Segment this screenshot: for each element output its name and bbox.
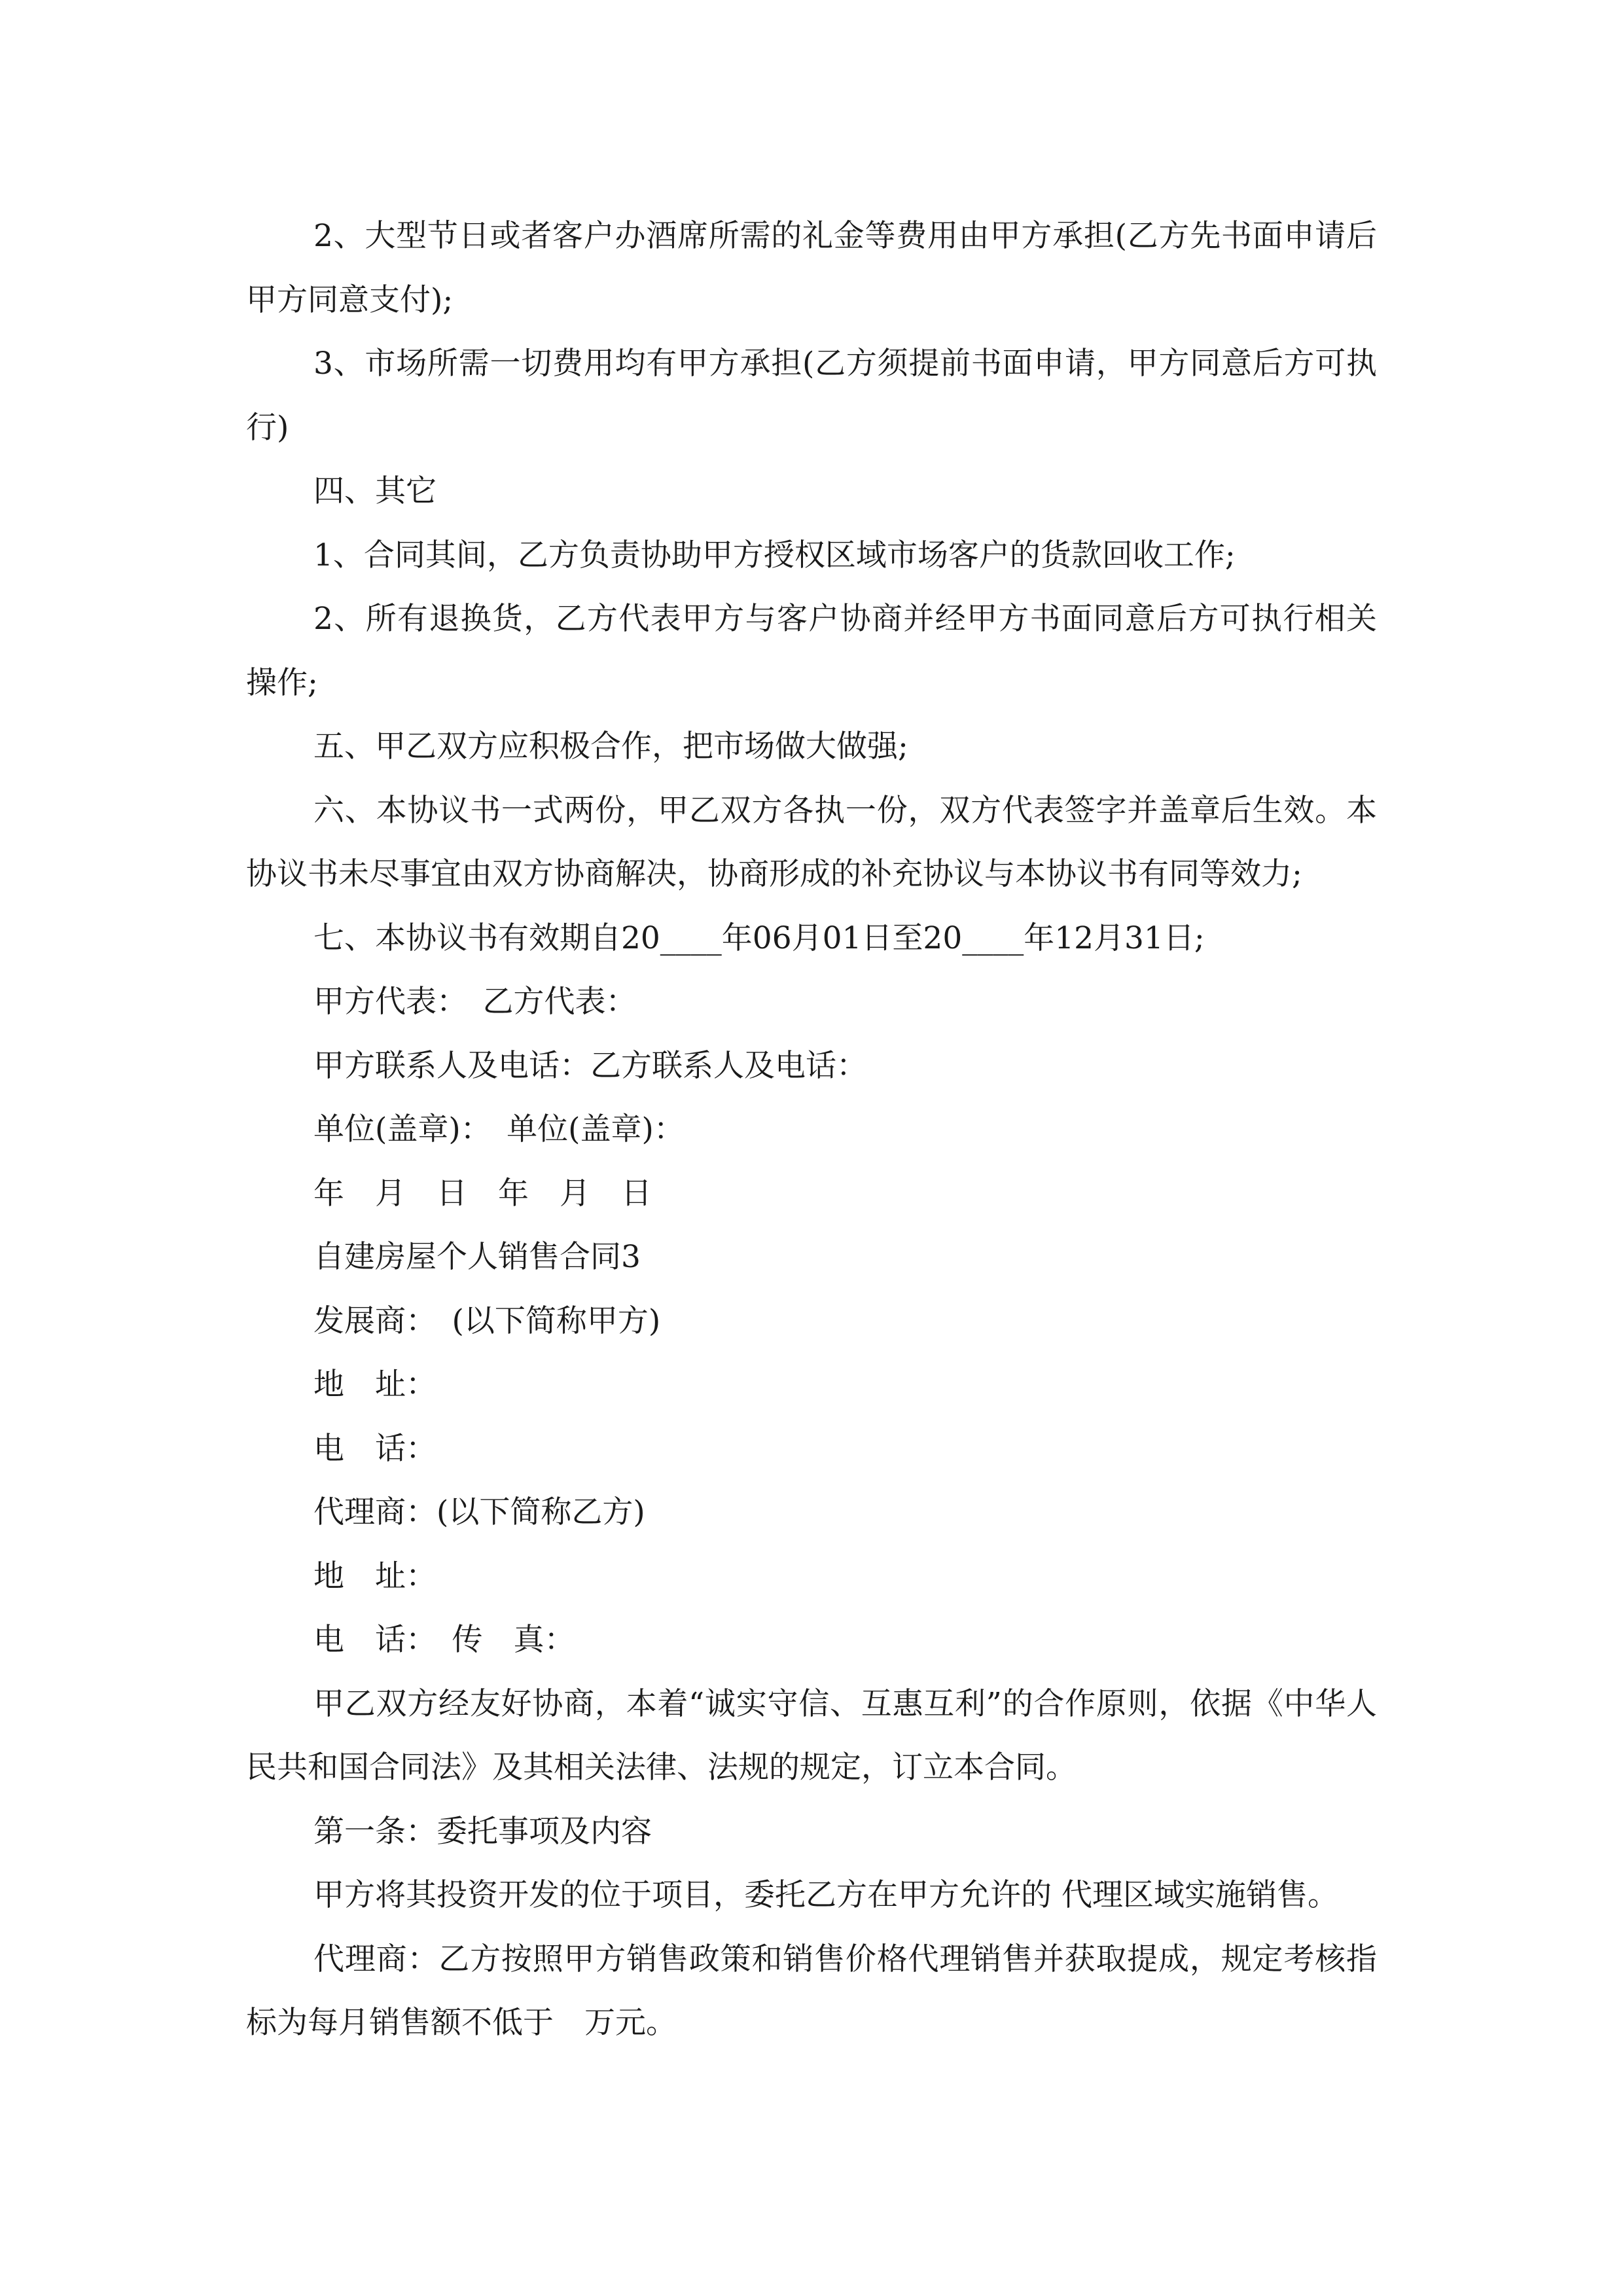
signature-line: 单位(盖章)： 单位(盖章)：	[313, 1111, 685, 1147]
paragraph: 七、本协议书有效期自20____年06月01日至20____年12月31日;	[313, 920, 1205, 956]
paragraph: 六、本协议书一式两份，甲乙双方各执一份，双方代表签字并盖章后生效。本协议书未尽事宜由双方协商解决，协商形成的补充协议与本协议书有同等效力;	[246, 792, 1377, 892]
section-heading: 四、其它	[313, 473, 437, 509]
paragraph: 2、所有退换货，乙方代表甲方与客户协商并经甲方书面同意后方可执行相关操作;	[246, 601, 1377, 701]
section-heading: 五、甲乙双方应积极合作，把市场做大做强;	[313, 728, 908, 764]
paragraph: 甲乙双方经友好协商，本着“诚实守信、互惠互利”的合作原则，依据《中华人民共和国合同法》及其相关法律、法规的规定，订立本合同。	[246, 1685, 1377, 1785]
article-heading: 第一条：委托事项及内容	[313, 1813, 652, 1850]
signature-line: 甲方联系人及电话：乙方联系人及电话：	[313, 1047, 867, 1084]
contract-title: 自建房屋个人销售合同3	[313, 1239, 641, 1275]
signature-line: 甲方代表： 乙方代表：	[313, 984, 637, 1020]
paragraph: 甲方将其投资开发的位于项目，委托乙方在甲方允许的 代理区域实施销售。	[313, 1877, 1338, 1913]
date-line: 年 月 日 年 月 日	[313, 1175, 652, 1211]
paragraph: 2、大型节日或者客户办酒席所需的礼金等费用由甲方承担(乙方先书面申请后甲方同意支付);	[246, 218, 1377, 318]
party-line: 电 话： 传 真：	[313, 1622, 575, 1658]
party-line: 电 话：	[313, 1430, 437, 1467]
party-line: 代理商：(以下简称乙方)	[313, 1494, 645, 1530]
party-line: 地 址：	[313, 1367, 437, 1403]
paragraph: 代理商：乙方按照甲方销售政策和销售价格代理销售并获取提成，规定考核指标为每月销售额不低于 万元。	[246, 1941, 1377, 2041]
paragraph: 3、市场所需一切费用均有甲方承担(乙方须提前书面申请，甲方同意后方可执行)	[246, 346, 1377, 446]
document-body	[246, 204, 1377, 2055]
paragraph: 1、合同其间，乙方负责协助甲方授权区域市场客户的货款回收工作;	[313, 537, 1236, 573]
party-line: 地 址：	[313, 1558, 437, 1594]
party-line: 发展商： (以下简称甲方)	[313, 1302, 661, 1339]
